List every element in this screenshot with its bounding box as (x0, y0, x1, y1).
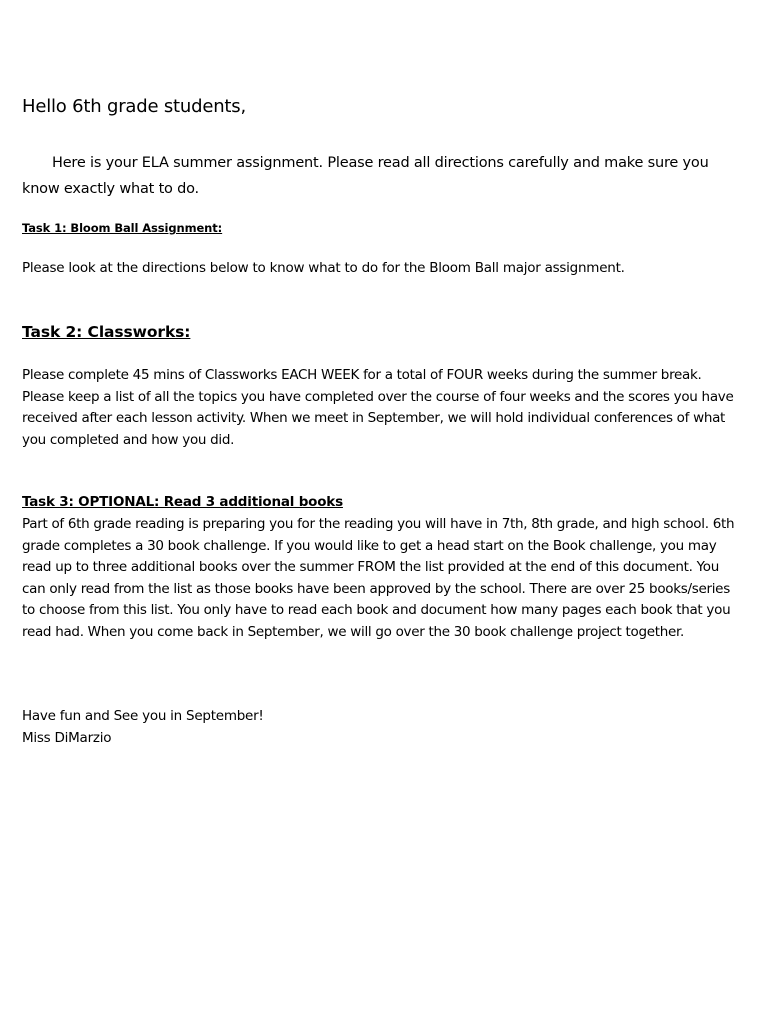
task3-heading: Task 3: OPTIONAL: Read 3 additional books (22, 494, 343, 510)
task1-body: Please look at the directions below to know what to do for the Bloom Ball major assignment. (22, 260, 625, 276)
intro-text: Here is your ELA summer assignment. Please read all directions carefully and make sure you know exactly what to do. (22, 155, 709, 197)
closing-line: Have fun and See you in September! (22, 708, 264, 724)
greeting: Hello 6th grade students, (22, 96, 246, 117)
task3-body: Part of 6th grade reading is preparing you for the reading you will have in 7th, 8th grade, and high school. 6th grade completes a 30 book challenge. If you would like to get a head start on the Book challenge, you may read up to three additional books over the summer FROM the list provided at the end of this document. You can only read from the list as those books have been approved by the school. There are over 25 books/series to choose from this list. You only have to read each book and document how many pages each book that you read had. When you come back in September, we will go over the 30 book challenge project together. (22, 516, 735, 640)
task2-heading: Task 2: Classworks: (22, 323, 191, 341)
task2-body: Please complete 45 mins of Classworks EACH WEEK for a total of FOUR weeks during the summer break. Please keep a list of all the topics you have completed over the course of four weeks and the scores you have received after each lesson activity. When we meet in September, we will hold individual conferences of what you completed and how you did. (22, 367, 734, 448)
task1-heading: Task 1: Bloom Ball Assignment: (22, 221, 223, 235)
signature: Miss DiMarzio (22, 730, 112, 746)
intro-paragraph (22, 150, 734, 202)
